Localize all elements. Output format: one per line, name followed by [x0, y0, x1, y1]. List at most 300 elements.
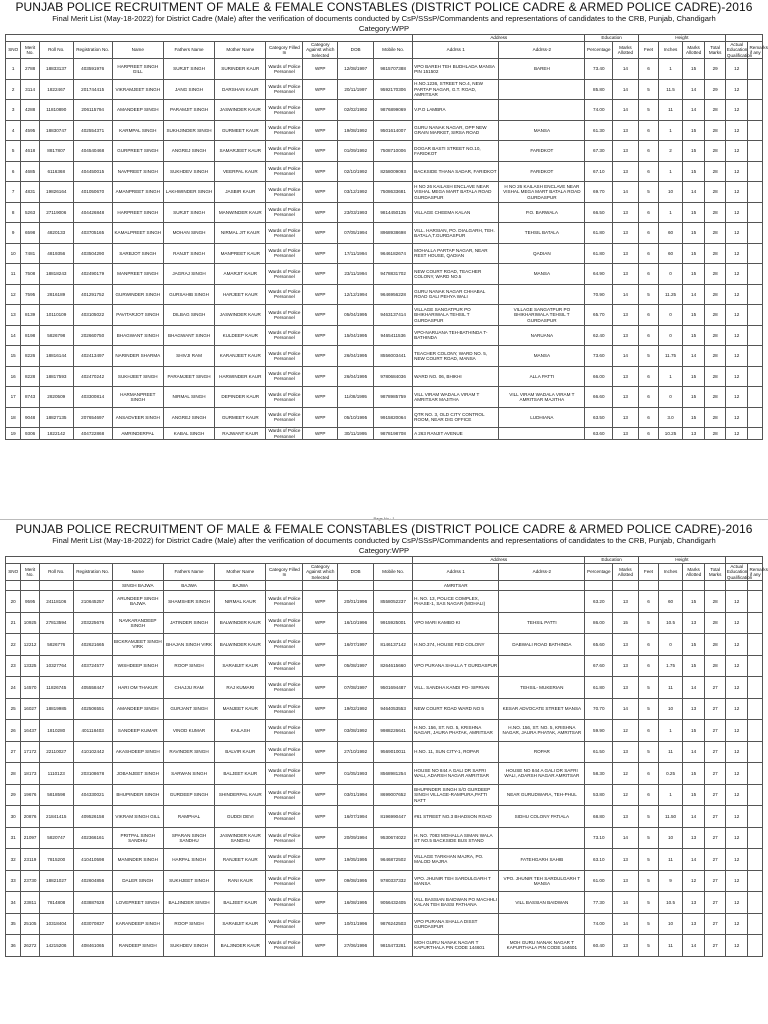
- cell-merit-no: 7481: [21, 243, 39, 264]
- cell-actual-education: 12: [725, 387, 748, 408]
- cell-roll-no: 1822467: [39, 79, 73, 100]
- table-row: [6, 806, 763, 828]
- cell-name: ARUNDEEP SINGH BAJWA: [112, 591, 163, 613]
- document-title: PUNJAB POLICE RECRUITMENT OF MALE & FEMALE CONSTABLES (DISTRICT POLICE CADRE & ARMED POLICE CADRE)-2016: [15, 0, 753, 14]
- cell-mobile-no: 9815707388: [374, 59, 413, 80]
- cell-category-filled: Wards of Police Personnel: [266, 806, 303, 828]
- cell-total-marks: 28: [705, 202, 726, 223]
- cell-category-filled: Wards of Police Personnel: [266, 223, 303, 244]
- cell-roll-no: 18819985: [39, 698, 73, 720]
- cell-height-marks: 15: [682, 59, 705, 80]
- cell-sno: 25: [6, 698, 21, 720]
- cell-dob: 15/04/1995: [338, 325, 374, 346]
- cell-category-filled: Wards of Police Personnel: [266, 387, 303, 408]
- cell-category-filled: Wards of Police Personnel: [266, 677, 303, 699]
- cell-mother-name: MANPREET KAUR: [215, 243, 266, 264]
- cell-sno: 30: [6, 806, 21, 828]
- cell-address-2: [499, 79, 585, 100]
- cell-remarks: [748, 806, 763, 828]
- cell-name: SINGH BAJWA: [112, 581, 163, 591]
- cell-dob: 16/10/1996: [338, 612, 374, 634]
- cell-remarks: [748, 581, 763, 591]
- cell-roll-no: 11810890: [39, 100, 73, 121]
- cell-address-2: NEAR GURUDWARA, TEH-PHUL: [499, 784, 585, 806]
- table-row: [6, 870, 763, 892]
- cell-merit-no: 10925: [21, 612, 39, 634]
- category-label: Category:WPP: [358, 24, 410, 33]
- cell-height-marks: 15: [682, 720, 705, 742]
- cell-feet: 5: [638, 827, 659, 849]
- cell-address-1: VILL BASSIAN BAIDWAN PO MACHHLI KALAN TEH BASSI PATHANA: [413, 892, 499, 914]
- cell-inches: 10.25: [659, 428, 683, 440]
- cell-merit-no: 16027: [21, 698, 39, 720]
- col-feet: Feet: [638, 564, 659, 581]
- cell-remarks: [748, 634, 763, 656]
- cell-father-name: SURJIT SINGH: [163, 202, 214, 223]
- cell-name: AMANDEEP SINGH: [112, 100, 163, 121]
- cell-sno: 35: [6, 913, 21, 935]
- cell-dob: 19/08/1992: [338, 120, 374, 141]
- cell-registration-no: 401291752: [73, 284, 112, 305]
- cell-remarks: [748, 591, 763, 613]
- cell-sno: 15: [6, 346, 21, 367]
- cell-category-filled: Wards of Police Personnel: [266, 634, 303, 656]
- cell-roll-no: 19826164: [39, 182, 73, 203]
- cell-sno: 12: [6, 284, 21, 305]
- cell-category-filled: Wards of Police Personnel: [266, 784, 303, 806]
- cell-sno: 32: [6, 849, 21, 871]
- cell-dob: 26/04/1995: [338, 366, 374, 387]
- cell-dob: 16/07/1994: [338, 806, 374, 828]
- cell-mother-name: JASWINDER KAUR SANDHU: [215, 827, 266, 849]
- cell-height-marks: 15: [682, 264, 705, 285]
- cell-name: LOVEPREET SINGH: [112, 892, 163, 914]
- cell-feet: 5: [638, 913, 659, 935]
- cell-remarks: [748, 100, 763, 121]
- cell-address-1: VPO-NARUANA TEH-BATHINDA T-BATHINDA: [413, 325, 499, 346]
- cell-percentage: 74.00: [585, 913, 613, 935]
- cell-registration-no: 203108678: [73, 763, 112, 785]
- cell-merit-no: 9595: [21, 591, 39, 613]
- cell-mother-name: SARABJIT KAUR: [215, 655, 266, 677]
- cell-dob: 20/01/1996: [338, 591, 374, 613]
- cell-dob: [338, 581, 374, 591]
- cell-actual-education: 12: [725, 264, 748, 285]
- cell-feet: 6: [638, 407, 659, 428]
- cell-dob: 27/06/1996: [338, 935, 374, 957]
- table-row: [6, 892, 763, 914]
- cell-edu-marks: 14: [613, 79, 639, 100]
- cell-actual-education: 12: [725, 325, 748, 346]
- cell-inches: 1: [659, 202, 683, 223]
- cell-edu-marks: 14: [613, 284, 639, 305]
- cell-address-1: VILL. SANDHA KANDI PO- SIPRIAN: [413, 677, 499, 699]
- cell-mother-name: BALJEET KAUR: [215, 892, 266, 914]
- cell-father-name: SHIVJI RAM: [163, 346, 214, 367]
- table-row: [6, 591, 763, 613]
- cell-dob: 20/11/1997: [338, 79, 374, 100]
- cell-category-filled: Wards of Police Personnel: [266, 100, 303, 121]
- cell-address-2: MOH GURU NANAK NAGAR T KAPURTHALA PIN CODE 144601: [499, 935, 585, 957]
- table-row: [6, 612, 763, 634]
- page-2: [0, 522, 768, 957]
- cell-mobile-no: [374, 581, 413, 591]
- cell-total-marks: 29: [705, 79, 726, 100]
- col-merit: Merit No.: [21, 564, 39, 581]
- cell-dob: 30/11/1995: [338, 428, 374, 440]
- cell-remarks: [748, 141, 763, 162]
- cell-mother-name: DARSHAN KAUR: [215, 79, 266, 100]
- cell-registration-no: 203225676: [73, 612, 112, 634]
- cell-actual-education: 12: [725, 892, 748, 914]
- cell-category-filled: Wards of Police Personnel: [266, 849, 303, 871]
- cell-actual-education: 12: [725, 100, 748, 121]
- cell-merit-no: 9306: [21, 428, 39, 440]
- cell-remarks: [748, 182, 763, 203]
- cell-mother-name: GURMEET KAUR: [215, 407, 266, 428]
- cell-remarks: [748, 784, 763, 806]
- cell-registration-no: 403070837: [73, 913, 112, 935]
- cell-category-selected: WPP: [303, 612, 338, 634]
- cell-inches: [659, 581, 683, 591]
- cell-percentage: 73.40: [585, 59, 613, 80]
- cell-registration-no: 402366161: [73, 827, 112, 849]
- cell-category-selected: WPP: [303, 591, 338, 613]
- cell-registration-no: 403705165: [73, 223, 112, 244]
- cell-edu-marks: 13: [613, 305, 639, 326]
- cell-address-1: H NO 26 KAILASH ENCLAVE NEAR VISHAL MEGA MART BATALA ROAD GURDASPUR: [413, 182, 499, 203]
- cell-total-marks: 27: [705, 849, 726, 871]
- cell-name: SANDEEP KUMAR: [112, 720, 163, 742]
- cell-percentage: 63.60: [585, 428, 613, 440]
- cell-mother-name: RAJ KUMARI: [215, 677, 266, 699]
- cell-name: NARINDER SHARMA: [112, 346, 163, 367]
- cell-roll-no: 18830747: [39, 120, 73, 141]
- cell-address-2: FARIDKOT: [499, 161, 585, 182]
- cell-inches: 11.50: [659, 806, 683, 828]
- cell-height-marks: 13: [682, 827, 705, 849]
- cell-address-2: [499, 428, 585, 440]
- cell-category-filled: Wards of Police Personnel: [266, 612, 303, 634]
- table-row: [6, 346, 763, 367]
- cell-category-selected: WPP: [303, 655, 338, 677]
- cell-inches: 10: [659, 182, 683, 203]
- col-address1: Addrss 1: [413, 564, 499, 581]
- cell-inches: 60: [659, 223, 683, 244]
- cell-mother-name: NIRMAL JIT KAUR: [215, 223, 266, 244]
- cell-name: VIKRAMJEET SINGH: [112, 79, 163, 100]
- table-row: [6, 849, 763, 871]
- cell-remarks: [748, 935, 763, 957]
- cell-height-marks: 15: [682, 120, 705, 141]
- col-mobile: Mobile No.: [374, 42, 413, 59]
- cell-mobile-no: 9501614007: [374, 120, 413, 141]
- cell-address-1: #61 STREET NO.3 BHADSON ROAD: [413, 806, 499, 828]
- cell-actual-education: 12: [725, 243, 748, 264]
- cell-total-marks: 27: [705, 763, 726, 785]
- cell-mobile-no: 9878198708: [374, 428, 413, 440]
- col-mother: Mother Name: [215, 564, 266, 581]
- cell-inches: 10.5: [659, 612, 683, 634]
- cell-dob: 05/04/1995: [338, 305, 374, 326]
- table-row: [6, 827, 763, 849]
- cell-name: PAVITARJOT SINGH: [112, 305, 163, 326]
- cell-actual-education: 12: [725, 677, 748, 699]
- cell-category-selected: WPP: [303, 935, 338, 957]
- col-mobile: Mobile No.: [374, 564, 413, 581]
- cell-sno: 27: [6, 741, 21, 763]
- cell-mobile-no: 9465411536: [374, 325, 413, 346]
- cell-actual-education: 12: [725, 591, 748, 613]
- cell-total-marks: 27: [705, 698, 726, 720]
- table-row: [6, 655, 763, 677]
- cell-mobile-no: 9815473281: [374, 935, 413, 957]
- cell-sno: 19: [6, 428, 21, 440]
- cell-actual-education: 12: [725, 870, 748, 892]
- cell-roll-no: 11826745: [39, 677, 73, 699]
- cell-mother-name: SURINDER KAUR: [215, 59, 266, 80]
- cell-height-marks: 14: [682, 741, 705, 763]
- cell-name: NAVPREET SINGH: [112, 161, 163, 182]
- cell-edu-marks: 13: [613, 634, 639, 656]
- cell-merit-no: 21097: [21, 827, 39, 849]
- cell-mother-name: JASBIR KAUR: [215, 182, 266, 203]
- cell-feet: 6: [638, 763, 659, 785]
- cell-address-1: GURU NANAK NAGAR CHHABAL ROAD GALI PEHYA WALI: [413, 284, 499, 305]
- cell-total-marks: 28: [705, 223, 726, 244]
- cell-actual-education: 12: [725, 913, 748, 935]
- cell-category-selected: WPP: [303, 202, 338, 223]
- cell-registration-no: 404540468: [73, 141, 112, 162]
- cell-inches: 1: [659, 720, 683, 742]
- document-subtitle: Final Merit List (May-18-2022) for District Cadre (Male) after the verification of documents conducted by CsP/SSsP/Commandents and representations of candidates to the CRB, Punjab, Chandigarh: [52, 14, 716, 23]
- cell-remarks: [748, 677, 763, 699]
- table-row: [6, 264, 763, 285]
- cell-category-selected: WPP: [303, 182, 338, 203]
- cell-mother-name: AMARJIT KAUR: [215, 264, 266, 285]
- cell-height-marks: 15: [682, 387, 705, 408]
- cell-registration-no: 402490179: [73, 264, 112, 285]
- cell-actual-education: 12: [725, 305, 748, 326]
- page-divider: [0, 519, 768, 520]
- cell-mother-name: JASWINDER KAUR: [215, 305, 266, 326]
- cell-remarks: [748, 892, 763, 914]
- cell-merit-no: 19676: [21, 784, 39, 806]
- cell-percentage: 68.80: [585, 806, 613, 828]
- cell-mobile-no: 9988226641: [374, 720, 413, 742]
- cell-edu-marks: 14: [613, 827, 639, 849]
- cell-mobile-no: 8146137142: [374, 634, 413, 656]
- cell-sno: 23: [6, 655, 21, 677]
- cell-father-name: SUKHDEV SINGH: [163, 935, 214, 957]
- cell-actual-education: 12: [725, 784, 748, 806]
- col-category-selected: Category Against which Selected: [303, 42, 338, 59]
- cell-sno: 9: [6, 223, 21, 244]
- cell-edu-marks: 13: [613, 741, 639, 763]
- cell-father-name: CHAJJU RAM: [163, 677, 214, 699]
- cell-edu-marks: 13: [613, 428, 639, 440]
- table-row: [6, 120, 763, 141]
- cell-category-selected: WPP: [303, 784, 338, 806]
- col-remarks: Remarks if any: [748, 42, 763, 59]
- education-group-header: Education: [585, 557, 638, 564]
- cell-name: ANSADVEER SINGH: [112, 407, 163, 428]
- cell-category-selected: WPP: [303, 634, 338, 656]
- cell-registration-no: 403504290: [73, 243, 112, 264]
- cell-sno: 17: [6, 387, 21, 408]
- cell-father-name: BHAGWANT SINGH: [163, 325, 214, 346]
- cell-category-selected: WPP: [303, 284, 338, 305]
- cell-father-name: LAKHWINDER SINGH: [163, 182, 214, 203]
- cell-registration-no: 403887628: [73, 892, 112, 914]
- cell-registration-no: 409526158: [73, 806, 112, 828]
- table-row: [6, 202, 763, 223]
- cell-name: AMANPREET SINGH: [112, 182, 163, 203]
- cell-father-name: SURJIT SINGH: [163, 59, 214, 80]
- cell-roll-no: 8817807: [39, 141, 73, 162]
- cell-edu-marks: 13: [613, 655, 639, 677]
- cell-percentage: 69.70: [585, 182, 613, 203]
- cell-edu-marks: 13: [613, 325, 639, 346]
- cell-category-filled: Wards of Police Personnel: [266, 59, 303, 80]
- cell-mother-name: BALJINDER KAUR: [215, 935, 266, 957]
- cell-feet: [638, 581, 659, 591]
- cell-sno: 28: [6, 763, 21, 785]
- cell-percentage: 61.00: [585, 870, 613, 892]
- cell-category-selected: WPP: [303, 407, 338, 428]
- cell-actual-education: 12: [725, 202, 748, 223]
- cell-percentage: 61.80: [585, 223, 613, 244]
- cell-actual-education: [725, 581, 748, 591]
- cell-registration-no: 402554371: [73, 120, 112, 141]
- cell-dob: 03/08/1992: [338, 720, 374, 742]
- cell-roll-no: 1822142: [39, 428, 73, 440]
- cell-percentage: 67.30: [585, 141, 613, 162]
- col-feet: Feet: [638, 42, 659, 59]
- cell-sno: 7: [6, 182, 21, 203]
- cell-address-1: H. NO. 13, POLICE COMPLEX, PHASE-1, SAS NAGAR (MOHALI): [413, 591, 499, 613]
- cell-percentage: [585, 581, 613, 591]
- cell-dob: 02/02/1992: [338, 100, 374, 121]
- cell-address-1: VPO MARI KAMBO KI: [413, 612, 499, 634]
- cell-name: AMANDEEP SINGH: [112, 698, 163, 720]
- col-total: Total Marks: [705, 564, 726, 581]
- cell-mobile-no: 8558052237: [374, 591, 413, 613]
- cell-address-1: BHUPINDER SINGH S/O GURDEEP SINGH VILLAGE-RAMPURA,PATTI NATT: [413, 784, 499, 806]
- cell-category-selected: WPP: [303, 428, 338, 440]
- cell-category-filled: Wards of Police Personnel: [266, 243, 303, 264]
- cell-father-name: ROOP SINGH: [163, 913, 214, 935]
- col-dob: DOB: [338, 42, 374, 59]
- page-1: [0, 0, 768, 440]
- cell-roll-no: 5826776: [39, 634, 73, 656]
- cell-name: NAVKARANDEEP SINGH: [112, 612, 163, 634]
- cell-address-2: LUDHIANA: [499, 407, 585, 428]
- cell-feet: 6: [638, 202, 659, 223]
- col-sno: SNO: [6, 564, 21, 581]
- cell-name: MANPREET SINGH: [112, 264, 163, 285]
- cell-address-1: H.NO.374, HOUSE FED COLONY: [413, 634, 499, 656]
- cell-father-name: SHAMSHER SINGH: [163, 591, 214, 613]
- cell-registration-no: 402604856: [73, 870, 112, 892]
- cell-address-2: [499, 913, 585, 935]
- cell-actual-education: 12: [725, 79, 748, 100]
- cell-name: AKASHDEEP SINGH: [112, 741, 163, 763]
- cell-feet: 6: [638, 655, 659, 677]
- cell-edu-marks: 13: [613, 264, 639, 285]
- col-name: Name: [112, 42, 163, 59]
- cell-height-marks: 15: [682, 141, 705, 162]
- cell-feet: 6: [638, 325, 659, 346]
- cell-dob: 05/08/1997: [338, 655, 374, 677]
- cell-actual-education: 12: [725, 182, 748, 203]
- cell-dob: 03/01/1994: [338, 784, 374, 806]
- cell-name: HARPREET SINGH: [112, 202, 163, 223]
- cell-inches: 1.75: [659, 655, 683, 677]
- cell-category-selected: WPP: [303, 698, 338, 720]
- cell-total-marks: 28: [705, 655, 726, 677]
- cell-edu-marks: 13: [613, 870, 639, 892]
- cell-inches: 0: [659, 325, 683, 346]
- cell-category-filled: Wards of Police Personnel: [266, 79, 303, 100]
- cell-percentage: 66.00: [585, 366, 613, 387]
- cell-mobile-no: 9478831702: [374, 264, 413, 285]
- cell-edu-marks: 13: [613, 243, 639, 264]
- cell-remarks: [748, 59, 763, 80]
- cell-name: PRITPAL SINGH SANDHU: [112, 827, 163, 849]
- cell-inches: 11.5: [659, 79, 683, 100]
- cell-address-1: H. NO. 7083 MOHALLA SIMAN WALA ST NO.5 BACKSIDE BUS STAND: [413, 827, 499, 849]
- cell-inches: 0: [659, 387, 683, 408]
- cell-remarks: [748, 913, 763, 935]
- cell-category-selected: WPP: [303, 763, 338, 785]
- cell-edu-marks: 13: [613, 849, 639, 871]
- cell-sno: 13: [6, 305, 21, 326]
- cell-actual-education: 12: [725, 698, 748, 720]
- cell-percentage: 63.20: [585, 591, 613, 613]
- table-body: [6, 59, 763, 440]
- cell-registration-no: 408461065: [73, 935, 112, 957]
- cell-address-2: FATEHGARH SAHIB: [499, 849, 585, 871]
- table-row: [6, 305, 763, 326]
- cell-registration-no: 402621665: [73, 634, 112, 656]
- cell-category-selected: WPP: [303, 305, 338, 326]
- cell-edu-marks: 13: [613, 202, 639, 223]
- cell-inches: 10.5: [659, 892, 683, 914]
- cell-name: BHUPINDER SINGH: [112, 784, 163, 806]
- cell-roll-no: 6116368: [39, 161, 73, 182]
- cell-feet: 6: [638, 720, 659, 742]
- table-row: [6, 428, 763, 440]
- cell-father-name: JANG SINGH: [163, 79, 214, 100]
- cell-mother-name: VEERPAL KAUR: [215, 161, 266, 182]
- cell-category-selected: WPP: [303, 366, 338, 387]
- cell-sno: 10: [6, 243, 21, 264]
- cell-mobile-no: 9530674022: [374, 827, 413, 849]
- cell-inches: 1: [659, 120, 683, 141]
- cell-mobile-no: 8258009093: [374, 161, 413, 182]
- cell-address-1: VPO. JHUNIR TEH SARDULGARH T MANSA: [413, 870, 499, 892]
- cell-roll-no: 4819356: [39, 243, 73, 264]
- cell-sno: 2: [6, 79, 21, 100]
- cell-inches: 11: [659, 100, 683, 121]
- cell-address-2: TEHSIL- MUKERIAN: [499, 677, 585, 699]
- cell-merit-no: 23119: [21, 849, 39, 871]
- merit-table: [5, 34, 768, 440]
- cell-registration-no: 207654697: [73, 407, 112, 428]
- cell-total-marks: 28: [705, 161, 726, 182]
- cell-sno: 1: [6, 59, 21, 80]
